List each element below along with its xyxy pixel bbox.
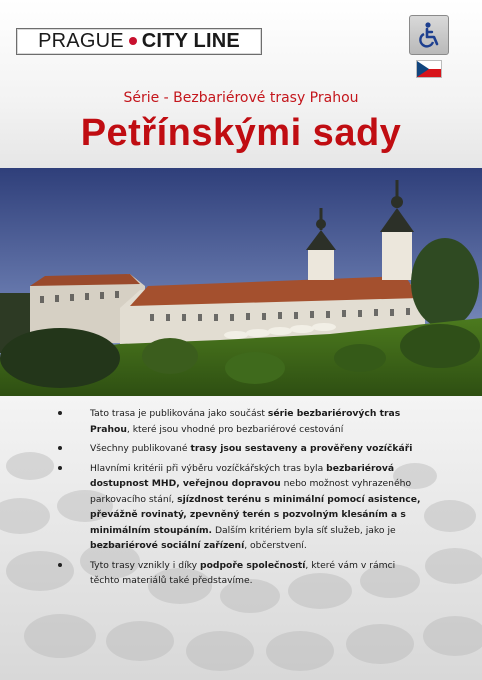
bullet-bold-text: bezbariérová dostupnost MHD, veřejnou dopravou	[90, 462, 395, 489]
logo-right-text: CITY LINE	[141, 30, 240, 52]
bullet-text: , které jsou vhodné pro bezbariérové cestování	[126, 423, 344, 435]
bullet-text: Tyto trasy vznikly i díky	[90, 559, 200, 571]
bullet-item	[58, 461, 422, 554]
bullet-bold-text: trasy jsou sestaveny a prověřeny vozíčkáři	[190, 443, 413, 454]
czech-flag-icon[interactable]	[416, 60, 442, 78]
bullet-text: Všechny publikované	[90, 443, 191, 454]
series-subtitle: Série - Bezbariérové trasy Prahou	[123, 90, 359, 106]
bullet-item	[58, 441, 422, 457]
strahov-monastery-photo	[0, 168, 482, 396]
logo-left-text: PRAGUE	[38, 30, 124, 52]
logo-dot-icon	[129, 37, 137, 45]
info-section	[0, 396, 482, 680]
bullet-text: Dalším kritériem byla síť služeb, jako je	[212, 524, 396, 536]
bullet-bold-text: sjízdnost terénu s minimální pomocí asistence, převážně rovinatý, zpevněný terén s pozvolným klesáním a s minimálním stoupáním.	[90, 493, 421, 536]
bullet-text: , občerstvení.	[244, 540, 307, 551]
bullet-bold-text: bezbariérové sociální zařízení	[90, 540, 245, 551]
bullet-text: Hlavními kritérii při výběru vozíčkářských tras byla	[90, 462, 327, 474]
bullet-text: Tato trasa je publikována jako součást	[90, 408, 268, 419]
page-title: Petřínskými sady	[80, 112, 402, 154]
wheelchair-glyph	[415, 21, 443, 49]
prague-city-line-logo[interactable]	[16, 28, 262, 55]
bullet-bold-text: série bezbariérových tras Prahou	[90, 408, 401, 435]
feature-bullet-list	[58, 406, 422, 593]
bullet-text: , které vám v rámci těchto materiálů také představíme.	[90, 559, 396, 586]
bullet-item	[58, 406, 422, 437]
bullet-item	[58, 558, 422, 589]
wheelchair-icon[interactable]	[409, 15, 449, 55]
header	[0, 0, 482, 168]
bullet-text: nebo možnost vyhrazeného parkovacího stání,	[90, 478, 412, 505]
bullet-bold-text: podpoře společností	[200, 559, 306, 571]
